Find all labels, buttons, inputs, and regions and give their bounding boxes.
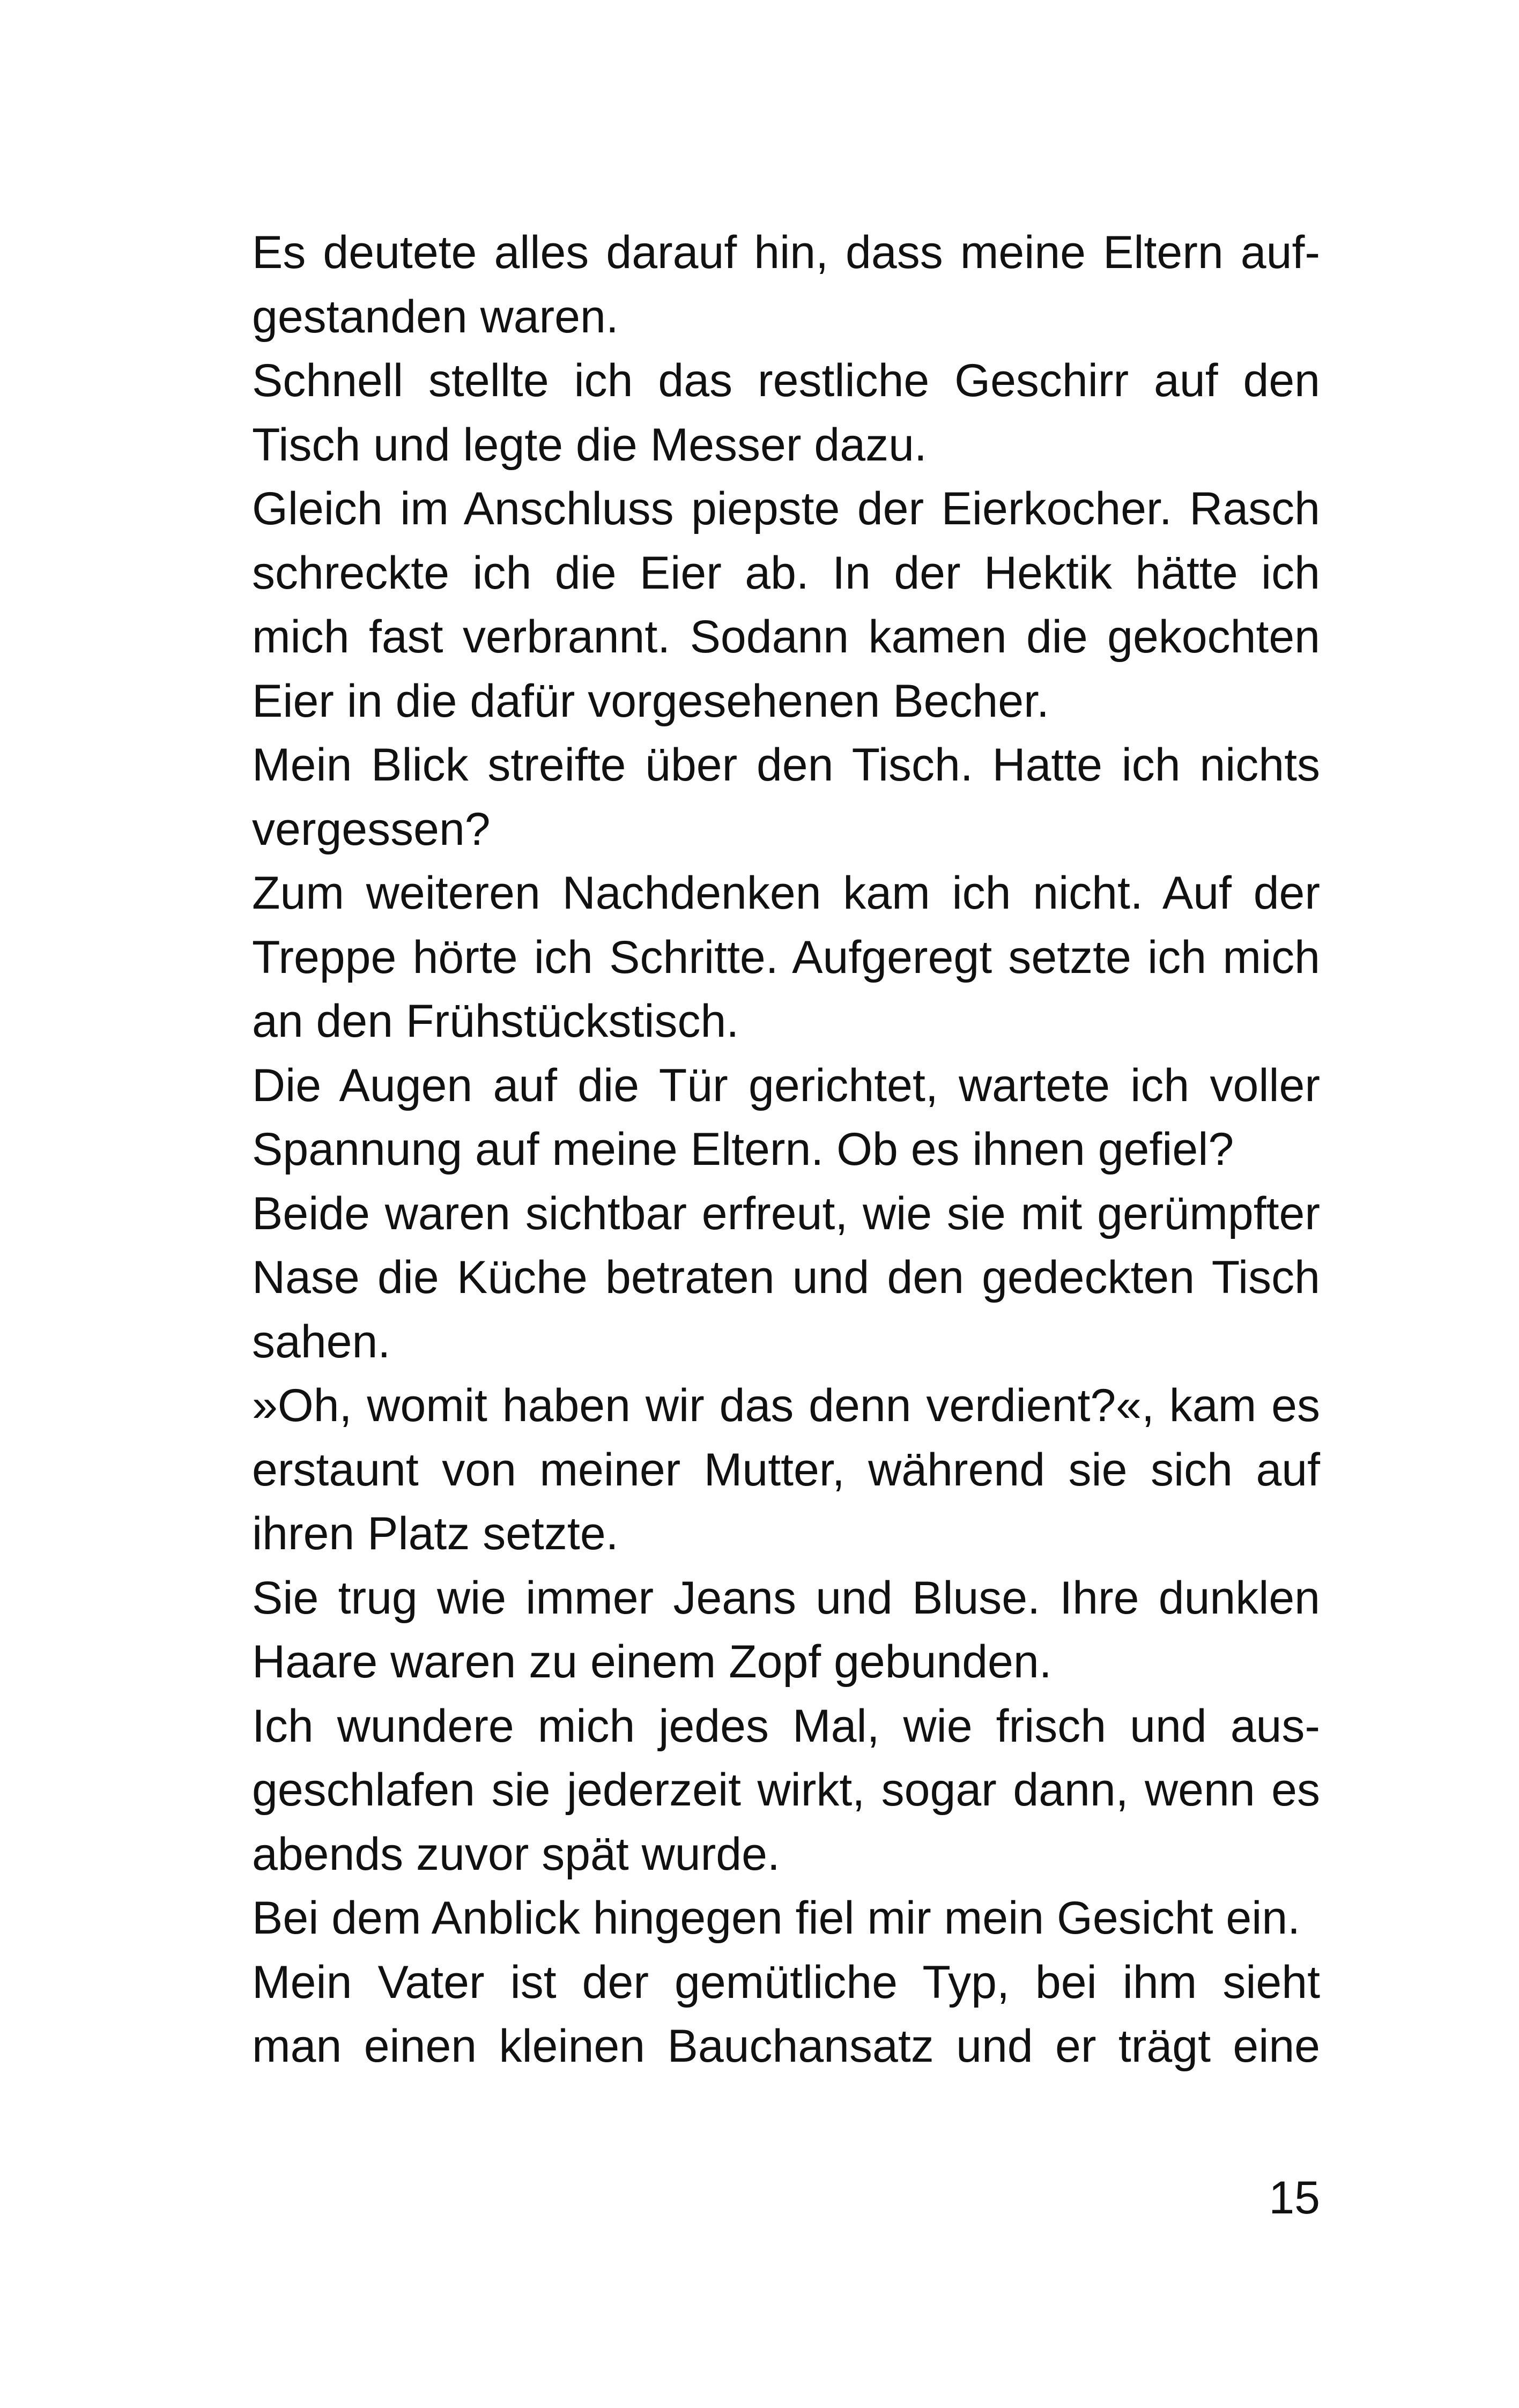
body-text — [252, 221, 1320, 2079]
text-line: Haare waren zu einem Zopf gebunden. — [252, 1636, 1052, 1688]
text-line: gestanden waren. — [252, 291, 619, 343]
text-line: Gleich im Anschluss piepste der Eierkocher. Rasch — [252, 483, 1320, 534]
text-line: Die Augen auf die Tür gerichtet, wartete ich voller — [252, 1059, 1320, 1111]
text-line: Nase die Küche betraten und den gedeckten Tisch — [252, 1252, 1320, 1303]
text-line: abends zuvor spät wurde. — [252, 1828, 780, 1880]
text-line: »Oh, womit haben wir das denn verdient?«, kam es — [252, 1380, 1320, 1431]
text-line: an den Frühstückstisch. — [252, 995, 739, 1047]
text-line: Ich wundere mich jedes Mal, wie frisch und aus- — [252, 1700, 1320, 1752]
text-line: geschlafen sie jederzeit wirkt, sogar dann, wenn es — [252, 1764, 1320, 1816]
text-line: vergessen? — [252, 803, 491, 855]
text-line: Treppe hörte ich Schritte. Aufgeregt setzte ich mich — [252, 931, 1320, 983]
text-line: Tisch und legte die Messer dazu. — [252, 419, 927, 471]
text-line: schreckte ich die Eier ab. In der Hektik hätte ich — [252, 547, 1320, 599]
text-line: sahen. — [252, 1316, 391, 1367]
text-line: Beide waren sichtbar erfreut, wie sie mit gerümpfter — [252, 1187, 1320, 1239]
text-line: Schnell stellte ich das restliche Geschirr auf den — [252, 355, 1320, 406]
text-line: Es deutete alles darauf hin, dass meine Eltern auf- — [252, 227, 1320, 278]
text-line: Bei dem Anblick hingegen fiel mir mein Gesicht ein. — [252, 1892, 1301, 1944]
text-line: mich fast verbrannt. Sodann kamen die gekochten — [252, 611, 1320, 663]
text-line: Spannung auf meine Eltern. Ob es ihnen gefiel? — [252, 1124, 1234, 1175]
text-line: Mein Vater ist der gemütliche Typ, bei ihm sieht — [252, 1956, 1320, 2008]
text-line: Sie trug wie immer Jeans und Bluse. Ihre dunklen — [252, 1572, 1320, 1624]
text-line: erstaunt von meiner Mutter, während sie sich auf — [252, 1444, 1320, 1496]
page-number: 15 — [1269, 2172, 1320, 2224]
text-line: Mein Blick streifte über den Tisch. Hatte ich nichts — [252, 739, 1320, 791]
text-line: Zum weiteren Nachdenken kam ich nicht. Auf der — [252, 867, 1320, 919]
text-line: man einen kleinen Bauchansatz und er trägt eine — [252, 2020, 1320, 2072]
text-line: ihren Platz setzte. — [252, 1508, 619, 1559]
text-line: Eier in die dafür vorgesehenen Becher. — [252, 675, 1049, 727]
